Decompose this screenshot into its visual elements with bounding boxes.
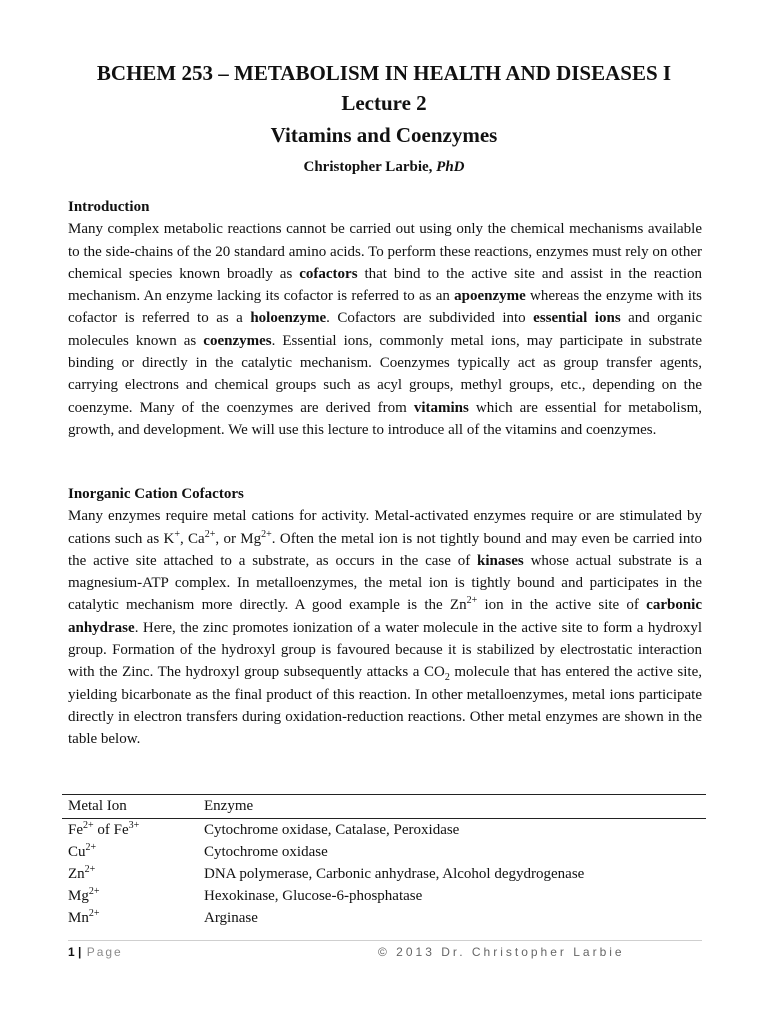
ion-symbol: Zn [68,865,85,882]
text-run: and organic molecules known as [68,310,702,349]
ion-symbol: Fe [68,821,83,838]
term-coenzymes: coenzymes [203,332,272,349]
enzyme-cell: Hexokinase, Glucose-6-phosphatase [204,887,423,904]
ion-symbol: Mg [68,887,89,904]
author-line [0,156,768,178]
ion-connector: of Fe [93,821,129,838]
section-title-cation-cofactors: Inorganic Cation Cofactors [68,486,244,502]
superscript: 2+ [466,595,478,607]
ion-charge: 3+ [128,819,140,831]
table-row [62,819,706,841]
ion-charge: 2+ [85,841,97,853]
column-header-enzyme: Enzyme [204,798,254,814]
lecture-topic: Vitamins and Coenzymes [270,123,498,147]
table-row [62,907,706,929]
column-header-metal-ion: Metal Ion [68,798,127,814]
copyright-notice: © 2013 Dr. Christopher Larbie [378,945,625,959]
table-row [62,885,706,907]
enzyme-cell: Cytochrome oxidase, Catalase, Peroxidase [204,821,460,838]
introduction-paragraph [68,218,702,441]
text-run: , Ca [179,530,205,547]
ion-charge: 2+ [88,907,100,919]
lecture-number: Lecture 2 [341,91,427,115]
text-run: molecule that has entered the active site, yielding bicarbonate as the final product of this reaction. In other metalloenzymes, metal ions participate directly in electron transfers during oxidation-reduction reactions. Other metal enzymes are shown in the table below. [68,664,702,748]
author-degree: PhD [436,159,465,175]
subscript: 2 [444,672,450,684]
ion-charge: 2+ [84,863,96,875]
ion-symbol: Mn [68,909,89,926]
table-row [62,863,706,885]
metal-ion-cell [62,841,204,861]
term-essential-ions: essential ions [533,310,621,327]
section-title-introduction: Introduction [68,199,150,215]
superscript: + [174,528,180,540]
cation-cofactors-section [68,483,702,751]
cation-cofactors-paragraph [68,505,702,750]
ion-charge: 2+ [83,819,94,831]
ion-symbol: Cu [68,843,86,860]
text-run: Many enzymes require metal cations for activity. Metal-activated enzymes require or are stimulated by cations such as K [68,508,702,547]
page-label: Page [81,945,123,959]
term-holoenzyme: holoenzyme [250,310,327,327]
table-header-row [62,794,706,819]
author-name: Christopher Larbie, [303,159,437,175]
superscript: 2+ [261,528,272,540]
text-run: which are essential for metabolism, growth, and development. We will use this lecture to introduce all of the vitamins and coenzymes. [68,399,702,438]
metal-enzyme-table [62,794,706,929]
enzyme-cell: Arginase [204,909,258,926]
text-run: , or Mg [215,530,262,547]
text-run: that bind to the active site and assist in the reaction mechanism. An enzyme lacking its cofactor is referred to as an [68,265,702,305]
text-run: . Cofactors are subdivided into [326,310,534,327]
table-row [62,841,706,863]
ion-charge: 2+ [88,885,100,897]
text-run: . Often the metal ion is not tightly bound and may even be carried into the active site attached to a substrate, as occurs in the case of [68,530,702,569]
metal-ion-cell [62,885,204,905]
page-number: 1 | [68,945,82,959]
term-vitamins: vitamins [413,399,469,416]
document-header [0,58,768,178]
text-run: whose actual substrate is a magnesium-ATP complex. In metalloenzymes, the metal ion is tightly bound and participates in the catalytic mechanism more directly. A good example is the Zn [68,552,702,614]
text-run: whereas the enzyme with its cofactor is referred to as a [68,288,702,327]
term-apoenzyme: apoenzyme [454,288,526,305]
metal-ion-cell [62,819,204,839]
text-run: . Essential ions, commonly metal ions, may participate in substrate binding or directly in the catalytic mechanism. Coenzymes typically act as group transfer agents, carrying electrons and chemical groups such as acyl groups, methyl groups, etc., depending on the coenzyme. Many of the coenzymes are derived from [68,332,702,416]
text-run: Many complex metabolic reactions cannot be carried out using only the chemical mechanisms available to the side-chains of the 20 standard amino acids. To perform these reactions, enzymes must rely on other chemical species known broadly as [68,221,702,282]
term-cofactors: cofactors [299,265,358,282]
term-carbonic-anhydrase: carbonic anhydrase [68,597,702,636]
introduction-section [68,196,702,441]
metal-ion-cell [62,907,204,927]
page-footer [68,940,702,959]
course-title: BCHEM 253 – METABOLISM IN HEALTH AND DISEASES I [96,61,672,85]
metal-ion-cell [62,863,204,883]
text-run: ion in the active site of [477,597,647,614]
term-kinases: kinases [477,552,524,569]
text-run: . Here, the zinc promotes ionization of a water molecule in the active site to form a hydroxyl group. Formation of the hydroxyl group is favoured because it is stabilized by electrostatic interaction with the Zinc. The hydroxyl group subsequently attacks a CO [68,619,702,681]
enzyme-cell: DNA polymerase, Carbonic anhydrase, Alcohol degydrogenase [204,865,585,882]
superscript: 2+ [204,528,216,540]
enzyme-cell: Cytochrome oxidase [204,843,328,860]
